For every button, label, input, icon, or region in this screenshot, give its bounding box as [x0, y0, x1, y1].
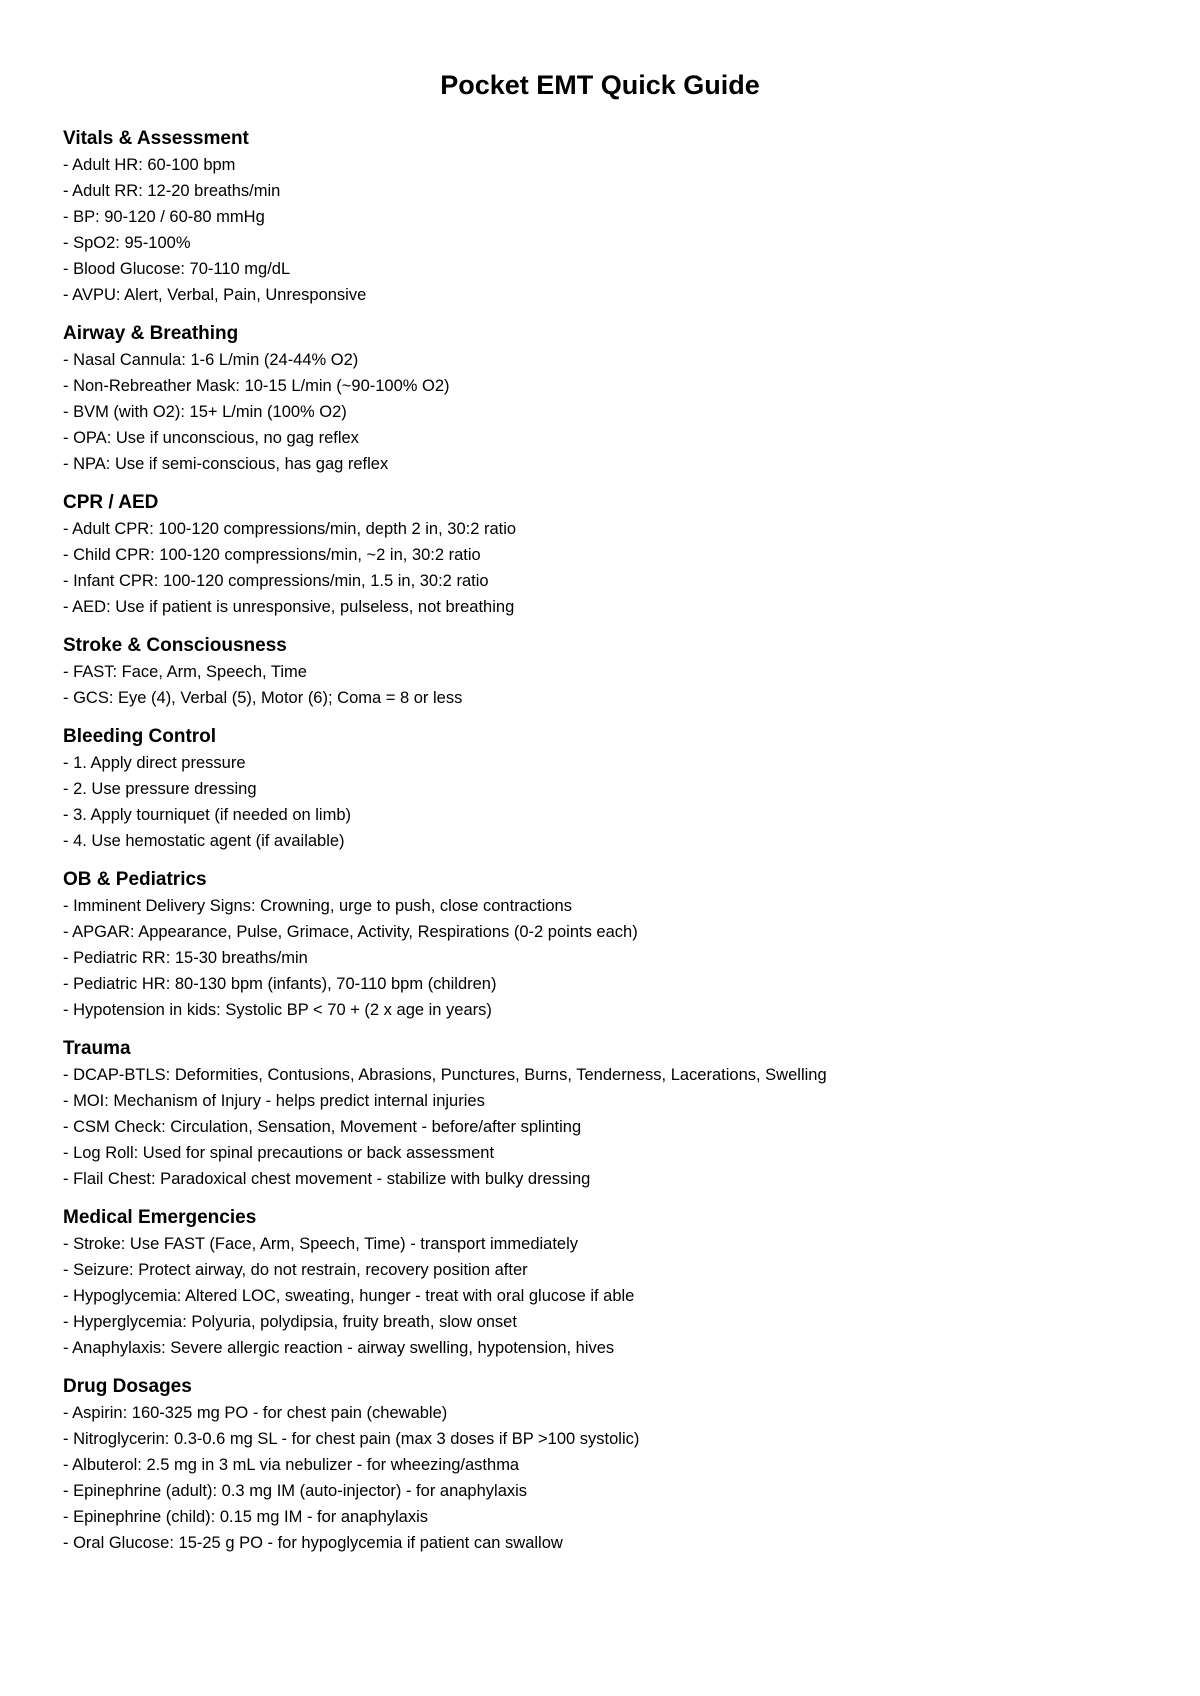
list-item: - Adult RR: 12-20 breaths/min: [63, 182, 281, 200]
document-title: Pocket EMT Quick Guide: [440, 70, 760, 100]
section: [63, 1035, 1143, 1192]
list-item: - 1. Apply direct pressure: [63, 754, 246, 772]
section-heading: Trauma: [63, 1038, 131, 1059]
list-item: - Blood Glucose: 70-110 mg/dL: [63, 260, 291, 278]
list-item: - BVM (with O2): 15+ L/min (100% O2): [63, 403, 347, 421]
list-item: - Pediatric HR: 80-130 bpm (infants), 70-110 bpm (children): [63, 975, 497, 993]
list-item: - Epinephrine (adult): 0.3 mg IM (auto-injector) - for anaphylaxis: [63, 1482, 528, 1500]
list-item: - NPA: Use if semi-conscious, has gag reflex: [63, 455, 389, 473]
section: [63, 1373, 1143, 1556]
list-item: - BP: 90-120 / 60-80 mmHg: [63, 208, 265, 226]
list-item: - SpO2: 95-100%: [63, 234, 191, 252]
section-heading: OB & Pediatrics: [63, 869, 207, 890]
section: [63, 320, 1143, 477]
list-item: - Aspirin: 160-325 mg PO - for chest pain (chewable): [63, 1404, 448, 1422]
list-item: - CSM Check: Circulation, Sensation, Movement - before/after splinting: [63, 1118, 582, 1136]
list-item: - Anaphylaxis: Severe allergic reaction - airway swelling, hypotension, hives: [63, 1339, 615, 1357]
list-item: - Nitroglycerin: 0.3-0.6 mg SL - for chest pain (max 3 doses if BP >100 systolic): [63, 1430, 640, 1448]
list-item: - Seizure: Protect airway, do not restrain, recovery position after: [63, 1261, 528, 1279]
list-item: - AVPU: Alert, Verbal, Pain, Unresponsive: [63, 286, 367, 304]
list-item: - AED: Use if patient is unresponsive, pulseless, not breathing: [63, 598, 515, 616]
list-item: - Child CPR: 100-120 compressions/min, ~2 in, 30:2 ratio: [63, 546, 481, 564]
list-item: - 2. Use pressure dressing: [63, 780, 257, 798]
section-heading: Drug Dosages: [63, 1376, 192, 1397]
section-heading: Airway & Breathing: [63, 323, 239, 344]
list-item: - Pediatric RR: 15-30 breaths/min: [63, 949, 308, 967]
document-page: [63, 64, 1143, 1556]
section-heading: Medical Emergencies: [63, 1207, 257, 1228]
list-item: - APGAR: Appearance, Pulse, Grimace, Activity, Respirations (0-2 points each): [63, 923, 638, 941]
list-item: - DCAP-BTLS: Deformities, Contusions, Abrasions, Punctures, Burns, Tenderness, Lacerations, Swelling: [63, 1066, 827, 1084]
list-item: - Epinephrine (child): 0.15 mg IM - for anaphylaxis: [63, 1508, 428, 1526]
section-heading: Vitals & Assessment: [63, 128, 249, 149]
list-item: - 4. Use hemostatic agent (if available): [63, 832, 345, 850]
section-heading: CPR / AED: [63, 492, 159, 513]
section: [63, 489, 1143, 620]
list-item: - Oral Glucose: 15-25 g PO - for hypoglycemia if patient can swallow: [63, 1534, 563, 1552]
section: [63, 866, 1143, 1023]
list-item: - FAST: Face, Arm, Speech, Time: [63, 663, 307, 681]
list-item: - 3. Apply tourniquet (if needed on limb): [63, 806, 352, 824]
list-item: - Non-Rebreather Mask: 10-15 L/min (~90-100% O2): [63, 377, 450, 395]
section: [63, 1204, 1143, 1361]
section-heading: Stroke & Consciousness: [63, 635, 287, 656]
sections-container: [63, 125, 1143, 1556]
list-item: - Nasal Cannula: 1-6 L/min (24-44% O2): [63, 351, 359, 369]
list-item: - Hyperglycemia: Polyuria, polydipsia, fruity breath, slow onset: [63, 1313, 517, 1331]
list-item: - Flail Chest: Paradoxical chest movement - stabilize with bulky dressing: [63, 1170, 591, 1188]
list-item: - Stroke: Use FAST (Face, Arm, Speech, Time) - transport immediately: [63, 1235, 579, 1253]
list-item: - Hypotension in kids: Systolic BP < 70 + (2 x age in years): [63, 1001, 492, 1019]
list-item: - Albuterol: 2.5 mg in 3 mL via nebulizer - for wheezing/asthma: [63, 1456, 520, 1474]
section: [63, 125, 1143, 308]
list-item: - OPA: Use if unconscious, no gag reflex: [63, 429, 359, 447]
section: [63, 723, 1143, 854]
list-item: - Adult CPR: 100-120 compressions/min, depth 2 in, 30:2 ratio: [63, 520, 517, 538]
list-item: - MOI: Mechanism of Injury - helps predict internal injuries: [63, 1092, 485, 1110]
list-item: - Adult HR: 60-100 bpm: [63, 156, 236, 174]
list-item: - Infant CPR: 100-120 compressions/min, 1.5 in, 30:2 ratio: [63, 572, 489, 590]
section-heading: Bleeding Control: [63, 726, 217, 747]
list-item: - Log Roll: Used for spinal precautions or back assessment: [63, 1144, 495, 1162]
list-item: - Hypoglycemia: Altered LOC, sweating, hunger - treat with oral glucose if able: [63, 1287, 635, 1305]
list-item: - GCS: Eye (4), Verbal (5), Motor (6); Coma = 8 or less: [63, 689, 463, 707]
list-item: - Imminent Delivery Signs: Crowning, urge to push, close contractions: [63, 897, 572, 915]
section: [63, 632, 1143, 711]
